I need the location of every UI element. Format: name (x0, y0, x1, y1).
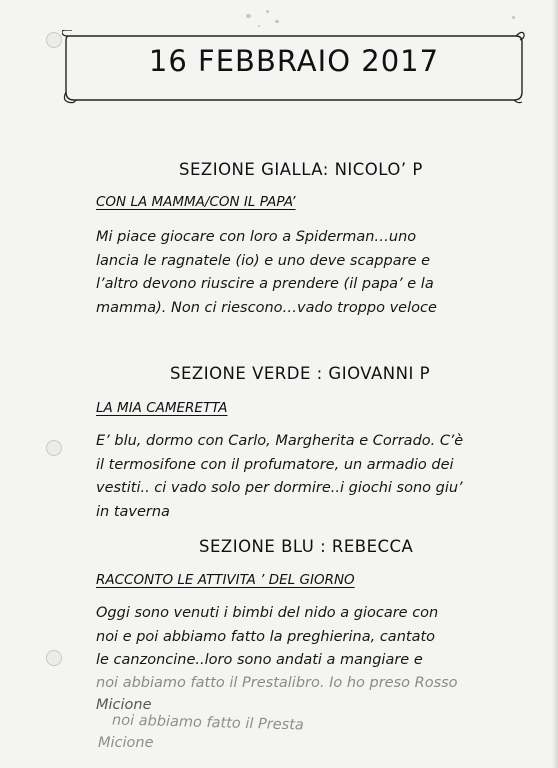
body-line: mamma). Non ci riescono…vado troppo veloce (96, 299, 437, 316)
section-title-gialla: SEZIONE GIALLA: NICOLO’ P (179, 160, 423, 179)
body-line: il termosifone con il profumatore, un armadio dei (96, 456, 454, 473)
body-line: le canzoncine..loro sono andati a mangiare e (96, 652, 423, 668)
scan-speck (246, 14, 251, 18)
scan-speck (512, 16, 515, 19)
section-body-gialla (96, 226, 516, 320)
misprint-ghost-line: Micione (98, 735, 154, 751)
section-body-blu (96, 602, 516, 673)
section-subtitle-gialla: CON LA MAMMA/CON IL PAPA’ (96, 194, 296, 210)
body-line: E’ blu, dormo con Carlo, Margherita e Corrado. C’è (96, 433, 464, 449)
date-scroll-banner (62, 30, 526, 106)
binder-hole-bottom (46, 650, 62, 666)
body-line: in taverna (96, 503, 170, 520)
page-date-title: 16 FEBBRAIO 2017 (148, 44, 440, 78)
body-line: vestiti.. ci vado solo per dormire..i giochi sono giu’ (96, 480, 463, 496)
binder-hole-middle (46, 440, 62, 456)
section-title-verde: SEZIONE VERDE : GIOVANNI P (170, 364, 431, 383)
section-subtitle-verde: LA MIA CAMERETTA (96, 400, 228, 416)
scan-speck (275, 20, 279, 23)
page-edge-shadow (552, 0, 558, 768)
binder-hole-top (46, 32, 62, 48)
scan-speck (266, 10, 269, 13)
body-line: Oggi sono venuti i bimbi del nido a giocare con (96, 605, 439, 621)
section-title-blu: SEZIONE BLU : REBECCA (199, 537, 414, 556)
faded-print-line: noi abbiamo fatto il Prestalibro. Io ho preso Rosso (96, 675, 458, 691)
body-line: l’altro devono riuscire a prendere (il papa’ e la (96, 276, 434, 292)
section-body-verde (96, 430, 516, 524)
body-line: lancia le ragnatele (io) e uno deve scappare e (96, 252, 431, 269)
section-subtitle-blu: RACCONTO LE ATTIVITA ’ DEL GIORNO (96, 572, 355, 588)
scan-speck (258, 25, 260, 27)
faded-print-line-end: Micione (96, 697, 152, 713)
body-line: noi e poi abbiamo fatto la preghierina, cantato (96, 628, 436, 645)
body-line: Mi piace giocare con loro a Spiderman…uno (96, 229, 417, 245)
misprint-ghost-line: noi abbiamo fatto il Presta (111, 712, 304, 734)
